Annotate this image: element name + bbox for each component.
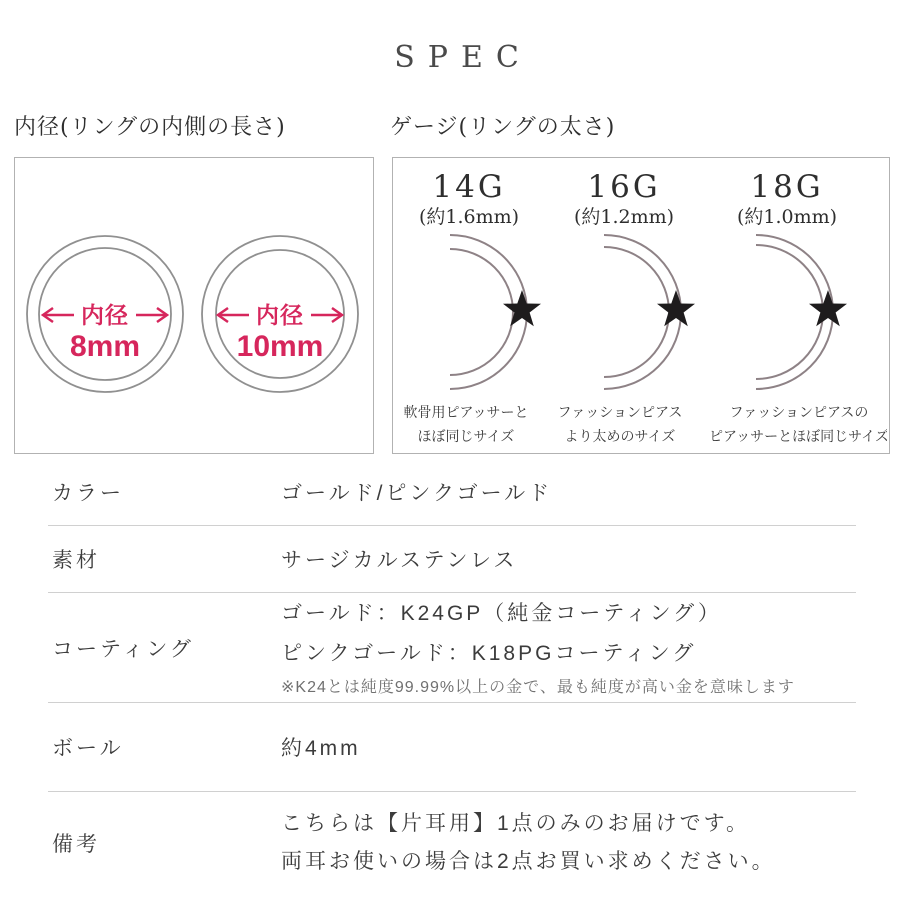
row-value: ゴールド/ピンクゴールド — [281, 481, 553, 505]
inner-diameter-label: 内径 — [256, 302, 304, 328]
coating-gold-line: ゴールド：K24GP（純金コーティング） — [281, 601, 722, 625]
remarks-line2: 両耳お使いの場合は2点お買い求めください。 — [281, 850, 776, 873]
gauge-heading: ゲージ(リングの太さ) — [390, 115, 616, 140]
table-row-color — [48, 458, 856, 526]
star-icon — [503, 290, 541, 326]
table-row-coating — [48, 593, 856, 703]
gauge-ring-arc-inner — [756, 245, 823, 379]
inner-diameter-heading: 内径(リングの内側の長さ) — [14, 115, 286, 140]
gauge-thickness: (約1.6mm) — [418, 206, 520, 228]
table-row-ball — [48, 703, 856, 792]
gauge-ring-arc-inner — [450, 249, 513, 375]
gauge-thickness: (約1.2mm) — [573, 206, 675, 228]
page-title: SPEC — [394, 40, 532, 75]
inner-diameter-diagram — [15, 158, 371, 451]
row-value — [281, 805, 856, 881]
row-value: 約4mm — [281, 737, 361, 760]
gauge-column-16g — [558, 169, 695, 444]
inner-diameter-box — [14, 157, 374, 454]
ring-diagram-8mm — [27, 236, 183, 392]
gauge-name: 16G — [587, 169, 661, 205]
inner-diameter-value: 10mm — [236, 330, 324, 363]
gauge-caption-line2: より太めのサイズ — [564, 428, 676, 444]
gauge-column-18g — [709, 169, 887, 444]
gauge-caption-line1: ファッションピアスの — [729, 404, 869, 420]
gauge-name: 14G — [432, 169, 506, 205]
spec-table — [48, 458, 856, 894]
inner-diameter-label: 内径 — [81, 302, 129, 328]
row-label: 素材 — [52, 549, 100, 572]
coating-note: ※K24とは純度99.99%以上の金で、最も純度が高い金を意味します — [281, 678, 795, 696]
remarks-line1: こちらは【片耳用】1点のみのお届けです。 — [281, 812, 750, 835]
row-label: ボール — [52, 737, 124, 760]
gauge-thickness: (約1.0mm) — [736, 206, 838, 228]
gauge-box — [392, 157, 890, 454]
row-label: コーティング — [52, 637, 194, 661]
gauge-ring-arc-inner — [604, 247, 669, 377]
row-label: 備考 — [52, 833, 100, 856]
gauge-caption-line2: ほぼ同じサイズ — [417, 428, 515, 444]
star-icon — [657, 290, 695, 326]
ring-diagram-10mm — [202, 236, 358, 392]
row-value — [281, 594, 856, 702]
gauge-caption-line1: ファッションピアス — [557, 404, 683, 420]
table-row-remarks — [48, 792, 856, 894]
gauge-caption-line2: ピアッサーとほぼ同じサイズ — [709, 428, 887, 444]
inner-diameter-value: 8mm — [69, 330, 141, 363]
gauge-name: 18G — [750, 169, 824, 205]
coating-pinkgold-line: ピンクゴールド：K18PGコーティング — [281, 641, 697, 665]
gauge-diagram — [393, 158, 887, 451]
row-value: サージカルステンレス — [281, 549, 518, 572]
table-row-material — [48, 526, 856, 593]
gauge-caption-line1: 軟骨用ピアッサーと — [403, 404, 529, 420]
row-label: カラー — [52, 481, 124, 505]
star-icon — [809, 290, 847, 326]
gauge-column-14g — [403, 169, 541, 444]
